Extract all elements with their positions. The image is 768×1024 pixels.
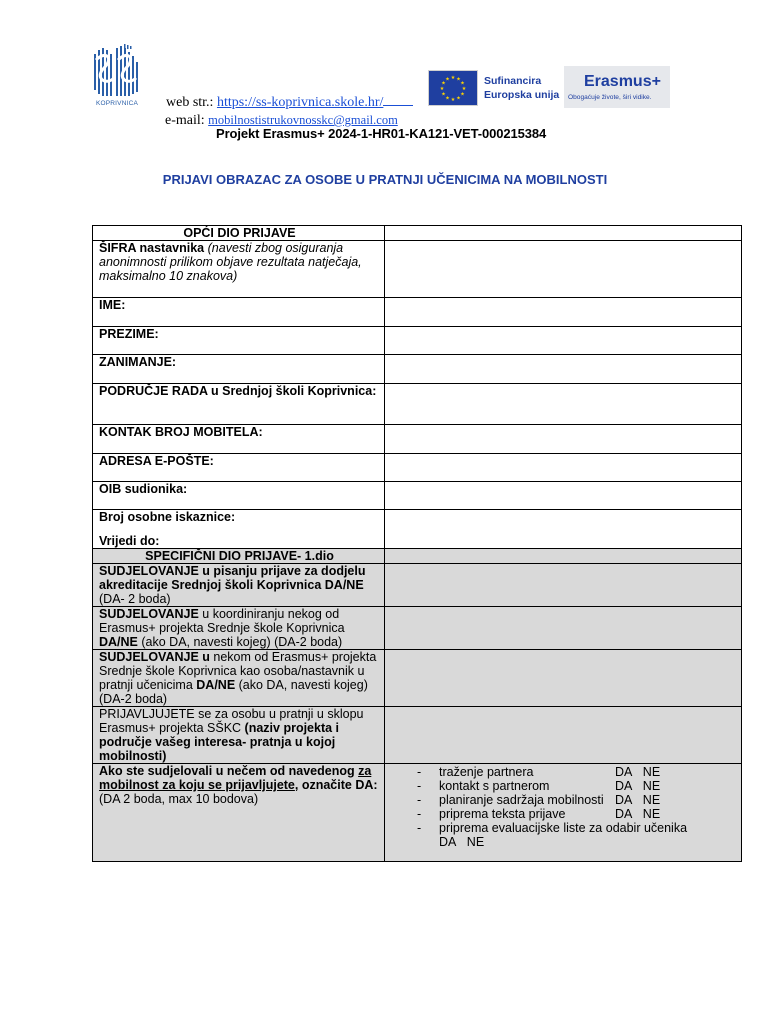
option-no[interactable]: NE: [642, 765, 661, 779]
sifra-note: (navesti zbog osiguranja anonimnosti prilikom objave rezultata natječaja, maksimalno 10 znakova): [99, 241, 362, 283]
form-row-email: [93, 454, 742, 482]
q5-options-cell: [385, 764, 742, 862]
option-no[interactable]: NE: [642, 793, 661, 807]
prezime-field[interactable]: [385, 327, 742, 355]
option-item: [417, 765, 737, 779]
specific-section-heading: SPECIFIČNI DIO PRIJAVE- 1.dio: [93, 549, 385, 564]
eu-cofunded-logo: [428, 70, 562, 106]
email-link[interactable]: mobilnostistrukovnosskc@gmail.com: [208, 113, 398, 127]
svg-text:★: ★: [445, 76, 450, 83]
q5-options-list: [391, 765, 737, 849]
school-logo-mark: [92, 44, 142, 100]
q5-label: [93, 764, 385, 862]
specific-header-row: [93, 549, 742, 564]
logo-caption: KOPRIVNICA: [95, 100, 139, 107]
osobna-spacer: [99, 524, 380, 534]
svg-text:★: ★: [450, 97, 456, 103]
q3-text1: nekom od Erasmus+ projekta Srednje škole Koprivnica kao osoba/nastavnik u pratnji učenicima: [99, 650, 377, 692]
option-label: traženje partnera: [439, 765, 534, 779]
form-row-q5: [93, 764, 742, 862]
podrucje-field[interactable]: [385, 384, 742, 425]
option-yes[interactable]: DA: [615, 793, 633, 807]
osobna-text: Broj osobne iskaznice:: [99, 510, 236, 524]
sifra-bold: ŠIFRA nastavnika: [99, 241, 205, 255]
q3-field[interactable]: [385, 650, 742, 707]
option-no[interactable]: NE: [466, 835, 485, 849]
option-label: priprema teksta prijave: [439, 807, 566, 821]
q2-bold1: SUDJELOVANJE: [99, 607, 199, 621]
q3-text2: (ako DA, navesti kojeg) (DA-2 boda): [99, 678, 368, 706]
podrucje-label: PODRUČJE RADA u Srednjoj školi Koprivnica:: [93, 384, 385, 425]
form-row-mobitel: [93, 425, 742, 454]
q4-field[interactable]: [385, 707, 742, 764]
specific-header-empty: [385, 549, 742, 564]
school-logo: [92, 44, 142, 110]
option-label: kontakt s partnerom: [439, 779, 550, 793]
q2-label: [93, 607, 385, 650]
ime-field[interactable]: [385, 298, 742, 327]
q5-bold1: Ako ste sudjelovali u nečem od navedenog: [99, 764, 359, 778]
q2-bold2: DA/NE: [99, 635, 138, 649]
q5-points: (DA 2 boda, max 10 bodova): [99, 792, 259, 806]
general-section-heading: OPĆI DIO PRIJAVE: [93, 226, 385, 241]
option-item: [417, 807, 737, 821]
svg-text:★: ★: [439, 86, 445, 92]
general-header-empty: [385, 226, 742, 241]
form-row-sifra: [93, 241, 742, 298]
option-label: priprema evaluacijske liste za odabir učenika: [439, 821, 688, 835]
general-header-row: [93, 226, 742, 241]
form-row-oib: [93, 482, 742, 510]
q1-points: (DA- 2 boda): [99, 592, 171, 606]
svg-text:★: ★: [461, 86, 467, 92]
svg-text:★: ★: [441, 80, 446, 87]
zanimanje-field[interactable]: [385, 355, 742, 384]
erasmus-title: Erasmus+: [584, 73, 661, 90]
svg-text:★: ★: [450, 75, 456, 81]
q1-bold: SUDJELOVANJE u pisanju prijave za dodjelu akreditacije Srednjoj školi Koprivnica DA/NE: [99, 564, 366, 592]
option-yes[interactable]: DA: [615, 779, 633, 793]
project-number: Projekt Erasmus+ 2024-1-HR01-KA121-VET-000215384: [216, 126, 547, 141]
q5-underlined: za mobilnost za koju se prijavljujete: [99, 764, 372, 792]
q4-text1: PRIJAVLJUJETE se za osobu u pratnji u sklopu Erasmus+ projekta SŠKC: [99, 707, 364, 735]
form-row-ime: [93, 298, 742, 327]
option-item: [417, 793, 737, 807]
svg-text:★: ★: [445, 95, 450, 102]
svg-text:★: ★: [441, 91, 446, 98]
mobitel-label: KONTAK BROJ MOBITELA:: [93, 425, 385, 454]
eu-stars-icon: [429, 71, 477, 105]
q1-label: [93, 564, 385, 607]
web-line: [166, 94, 413, 112]
zanimanje-label: ZANIMANJE:: [93, 355, 385, 384]
q3-bold2: DA/NE: [196, 678, 236, 692]
oib-label: OIB sudionika:: [93, 482, 385, 510]
form-row-q3: [93, 650, 742, 707]
form-row-q4: [93, 707, 742, 764]
option-item: [417, 821, 737, 849]
osobna-field[interactable]: [385, 510, 742, 549]
osobna-label: [93, 510, 385, 549]
form-title: PRIJAVI OBRAZAC ZA OSOBE U PRATNJI UČENICIMA NA MOBILNOSTI: [162, 172, 608, 187]
form-row-osobna: [93, 510, 742, 549]
q2-text2: (ako DA, navesti kojeg) (DA-2 boda): [137, 635, 343, 649]
oib-field[interactable]: [385, 482, 742, 510]
vrijedi-text: Vrijedi do:: [99, 534, 160, 548]
q2-text1: u koordiniranju nekog od Erasmus+ projekta Srednje škole Koprivnica: [99, 607, 345, 635]
link-underline-pad: [383, 96, 413, 106]
option-item: [417, 779, 737, 793]
q1-field[interactable]: [385, 564, 742, 607]
q3-label: [93, 650, 385, 707]
option-no[interactable]: NE: [642, 807, 661, 821]
eu-line2: Europska unija: [484, 89, 560, 101]
web-label: web str.:: [166, 95, 214, 110]
form-row-prezime: [93, 327, 742, 355]
ime-label: IME:: [93, 298, 385, 327]
option-yes[interactable]: DA: [615, 765, 633, 779]
q4-label: [93, 707, 385, 764]
web-link[interactable]: https://ss-koprivnica.skole.hr/: [216, 95, 384, 110]
form-row-q1: [93, 564, 742, 607]
option-no[interactable]: NE: [642, 779, 661, 793]
erasmus-tagline: Obogaćuje živote, širi vidike.: [568, 94, 652, 101]
prezime-label: PREZIME:: [93, 327, 385, 355]
email-field-label: ADRESA E-POŠTE:: [93, 454, 385, 482]
mobitel-field[interactable]: [385, 425, 742, 454]
svg-text:★: ★: [460, 91, 465, 98]
q3-bold1: SUDJELOVANJE u: [99, 650, 210, 664]
form-row-zanimanje: [93, 355, 742, 384]
svg-text:★: ★: [456, 76, 461, 83]
svg-text:★: ★: [460, 80, 465, 87]
eu-text: [484, 74, 559, 102]
option-yes[interactable]: DA: [615, 807, 633, 821]
q5-bold2: , označite DA:: [294, 778, 378, 792]
svg-text:★: ★: [456, 95, 461, 102]
q2-field[interactable]: [385, 607, 742, 650]
form-row-podrucje: [93, 384, 742, 425]
sifra-field[interactable]: [385, 241, 742, 298]
form-row-q2: [93, 607, 742, 650]
email-label: e-mail:: [165, 113, 205, 128]
erasmus-logo: [564, 66, 670, 108]
q4-bold: (naziv projekta i područje vašeg interesa- pratnja u kojoj mobilnosti): [99, 721, 340, 763]
option-label: planiranje sadržaja mobilnosti: [439, 793, 604, 807]
email-field[interactable]: [385, 454, 742, 482]
option-yes[interactable]: DA: [439, 835, 457, 849]
eu-flag-icon: [428, 70, 478, 106]
application-form-table: [92, 225, 742, 862]
eu-line1: Sufinancira: [484, 75, 542, 87]
sifra-label: [93, 241, 385, 298]
